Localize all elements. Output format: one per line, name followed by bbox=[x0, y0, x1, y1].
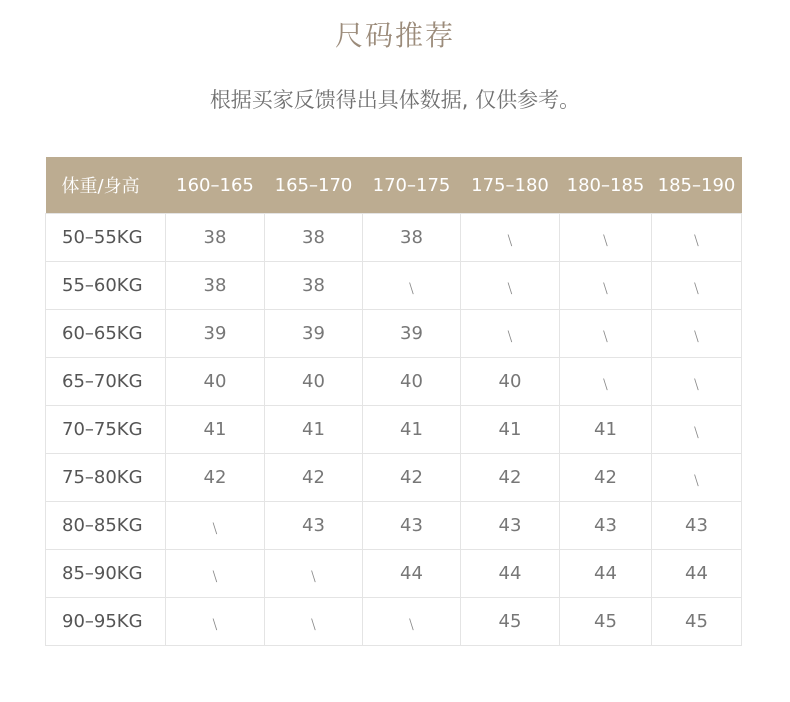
size-cell: 41 bbox=[363, 406, 461, 454]
size-cell: 38 bbox=[265, 214, 363, 262]
weight-row-label: 75–80KG bbox=[46, 454, 166, 502]
weight-row-label: 85–90KG bbox=[46, 550, 166, 598]
not-applicable-mark: ﹨ bbox=[265, 550, 363, 598]
not-applicable-mark: ﹨ bbox=[461, 262, 560, 310]
not-applicable-mark: ﹨ bbox=[560, 262, 652, 310]
not-applicable-mark: ﹨ bbox=[560, 358, 652, 406]
not-applicable-mark: ﹨ bbox=[652, 310, 742, 358]
height-column-header: 160–165 bbox=[176, 174, 254, 196]
table-body bbox=[46, 214, 742, 646]
size-cell: 43 bbox=[652, 502, 742, 550]
size-cell: 38 bbox=[166, 262, 265, 310]
size-cell: 41 bbox=[166, 406, 265, 454]
table-row bbox=[46, 214, 742, 262]
height-column-header: 170–175 bbox=[372, 174, 451, 196]
height-column-header: 175–180 bbox=[471, 174, 549, 196]
page-subtitle: 根据买家反馈得出具体数据, 仅供参考。 bbox=[209, 88, 581, 112]
size-cell: 42 bbox=[166, 454, 265, 502]
size-cell: 40 bbox=[363, 358, 461, 406]
size-recommendation-table bbox=[45, 157, 742, 646]
height-column-header: 180–185 bbox=[566, 174, 645, 196]
size-cell: 38 bbox=[166, 214, 265, 262]
not-applicable-mark: ﹨ bbox=[166, 502, 265, 550]
size-cell: 43 bbox=[560, 502, 652, 550]
size-cell: 42 bbox=[363, 454, 461, 502]
size-cell: 39 bbox=[363, 310, 461, 358]
table-row bbox=[46, 550, 742, 598]
not-applicable-mark: ﹨ bbox=[461, 214, 560, 262]
size-cell: 39 bbox=[265, 310, 363, 358]
size-cell: 41 bbox=[265, 406, 363, 454]
size-cell: 43 bbox=[265, 502, 363, 550]
page-title: 尺码推荐 bbox=[334, 19, 455, 52]
size-cell: 38 bbox=[265, 262, 363, 310]
not-applicable-mark: ﹨ bbox=[363, 262, 461, 310]
size-cell: 44 bbox=[461, 550, 560, 598]
table-row bbox=[46, 262, 742, 310]
size-cell: 45 bbox=[560, 598, 652, 646]
size-cell: 39 bbox=[166, 310, 265, 358]
size-cell: 44 bbox=[652, 550, 742, 598]
not-applicable-mark: ﹨ bbox=[652, 454, 742, 502]
not-applicable-mark: ﹨ bbox=[166, 550, 265, 598]
table-header-row bbox=[46, 157, 742, 214]
size-cell: 40 bbox=[461, 358, 560, 406]
weight-row-label: 65–70KG bbox=[46, 358, 166, 406]
not-applicable-mark: ﹨ bbox=[652, 262, 742, 310]
size-cell: 44 bbox=[560, 550, 652, 598]
weight-row-label: 55–60KG bbox=[46, 262, 166, 310]
size-cell: 43 bbox=[363, 502, 461, 550]
size-cell: 42 bbox=[560, 454, 652, 502]
not-applicable-mark: ﹨ bbox=[363, 598, 461, 646]
size-cell: 38 bbox=[363, 214, 461, 262]
weight-row-label: 60–65KG bbox=[46, 310, 166, 358]
height-column-header: 165–170 bbox=[274, 174, 353, 196]
table-row bbox=[46, 358, 742, 406]
weight-row-label: 90–95KG bbox=[46, 598, 166, 646]
size-cell: 43 bbox=[461, 502, 560, 550]
weight-row-label: 70–75KG bbox=[46, 406, 166, 454]
size-cell: 42 bbox=[461, 454, 560, 502]
height-column-header: 185–190 bbox=[657, 174, 736, 196]
not-applicable-mark: ﹨ bbox=[560, 214, 652, 262]
not-applicable-mark: ﹨ bbox=[652, 406, 742, 454]
size-cell: 45 bbox=[461, 598, 560, 646]
not-applicable-mark: ﹨ bbox=[652, 214, 742, 262]
not-applicable-mark: ﹨ bbox=[560, 310, 652, 358]
not-applicable-mark: ﹨ bbox=[461, 310, 560, 358]
weight-row-label: 80–85KG bbox=[46, 502, 166, 550]
size-cell: 42 bbox=[265, 454, 363, 502]
table-row bbox=[46, 598, 742, 646]
size-cell: 41 bbox=[560, 406, 652, 454]
size-cell: 40 bbox=[265, 358, 363, 406]
not-applicable-mark: ﹨ bbox=[652, 358, 742, 406]
size-cell: 41 bbox=[461, 406, 560, 454]
not-applicable-mark: ﹨ bbox=[265, 598, 363, 646]
table-row bbox=[46, 406, 742, 454]
size-cell: 40 bbox=[166, 358, 265, 406]
not-applicable-mark: ﹨ bbox=[166, 598, 265, 646]
corner-header: 体重/身高 bbox=[61, 176, 140, 197]
weight-row-label: 50–55KG bbox=[46, 214, 166, 262]
table-row bbox=[46, 310, 742, 358]
size-cell: 44 bbox=[363, 550, 461, 598]
table-row bbox=[46, 502, 742, 550]
table-row bbox=[46, 454, 742, 502]
size-cell: 45 bbox=[652, 598, 742, 646]
